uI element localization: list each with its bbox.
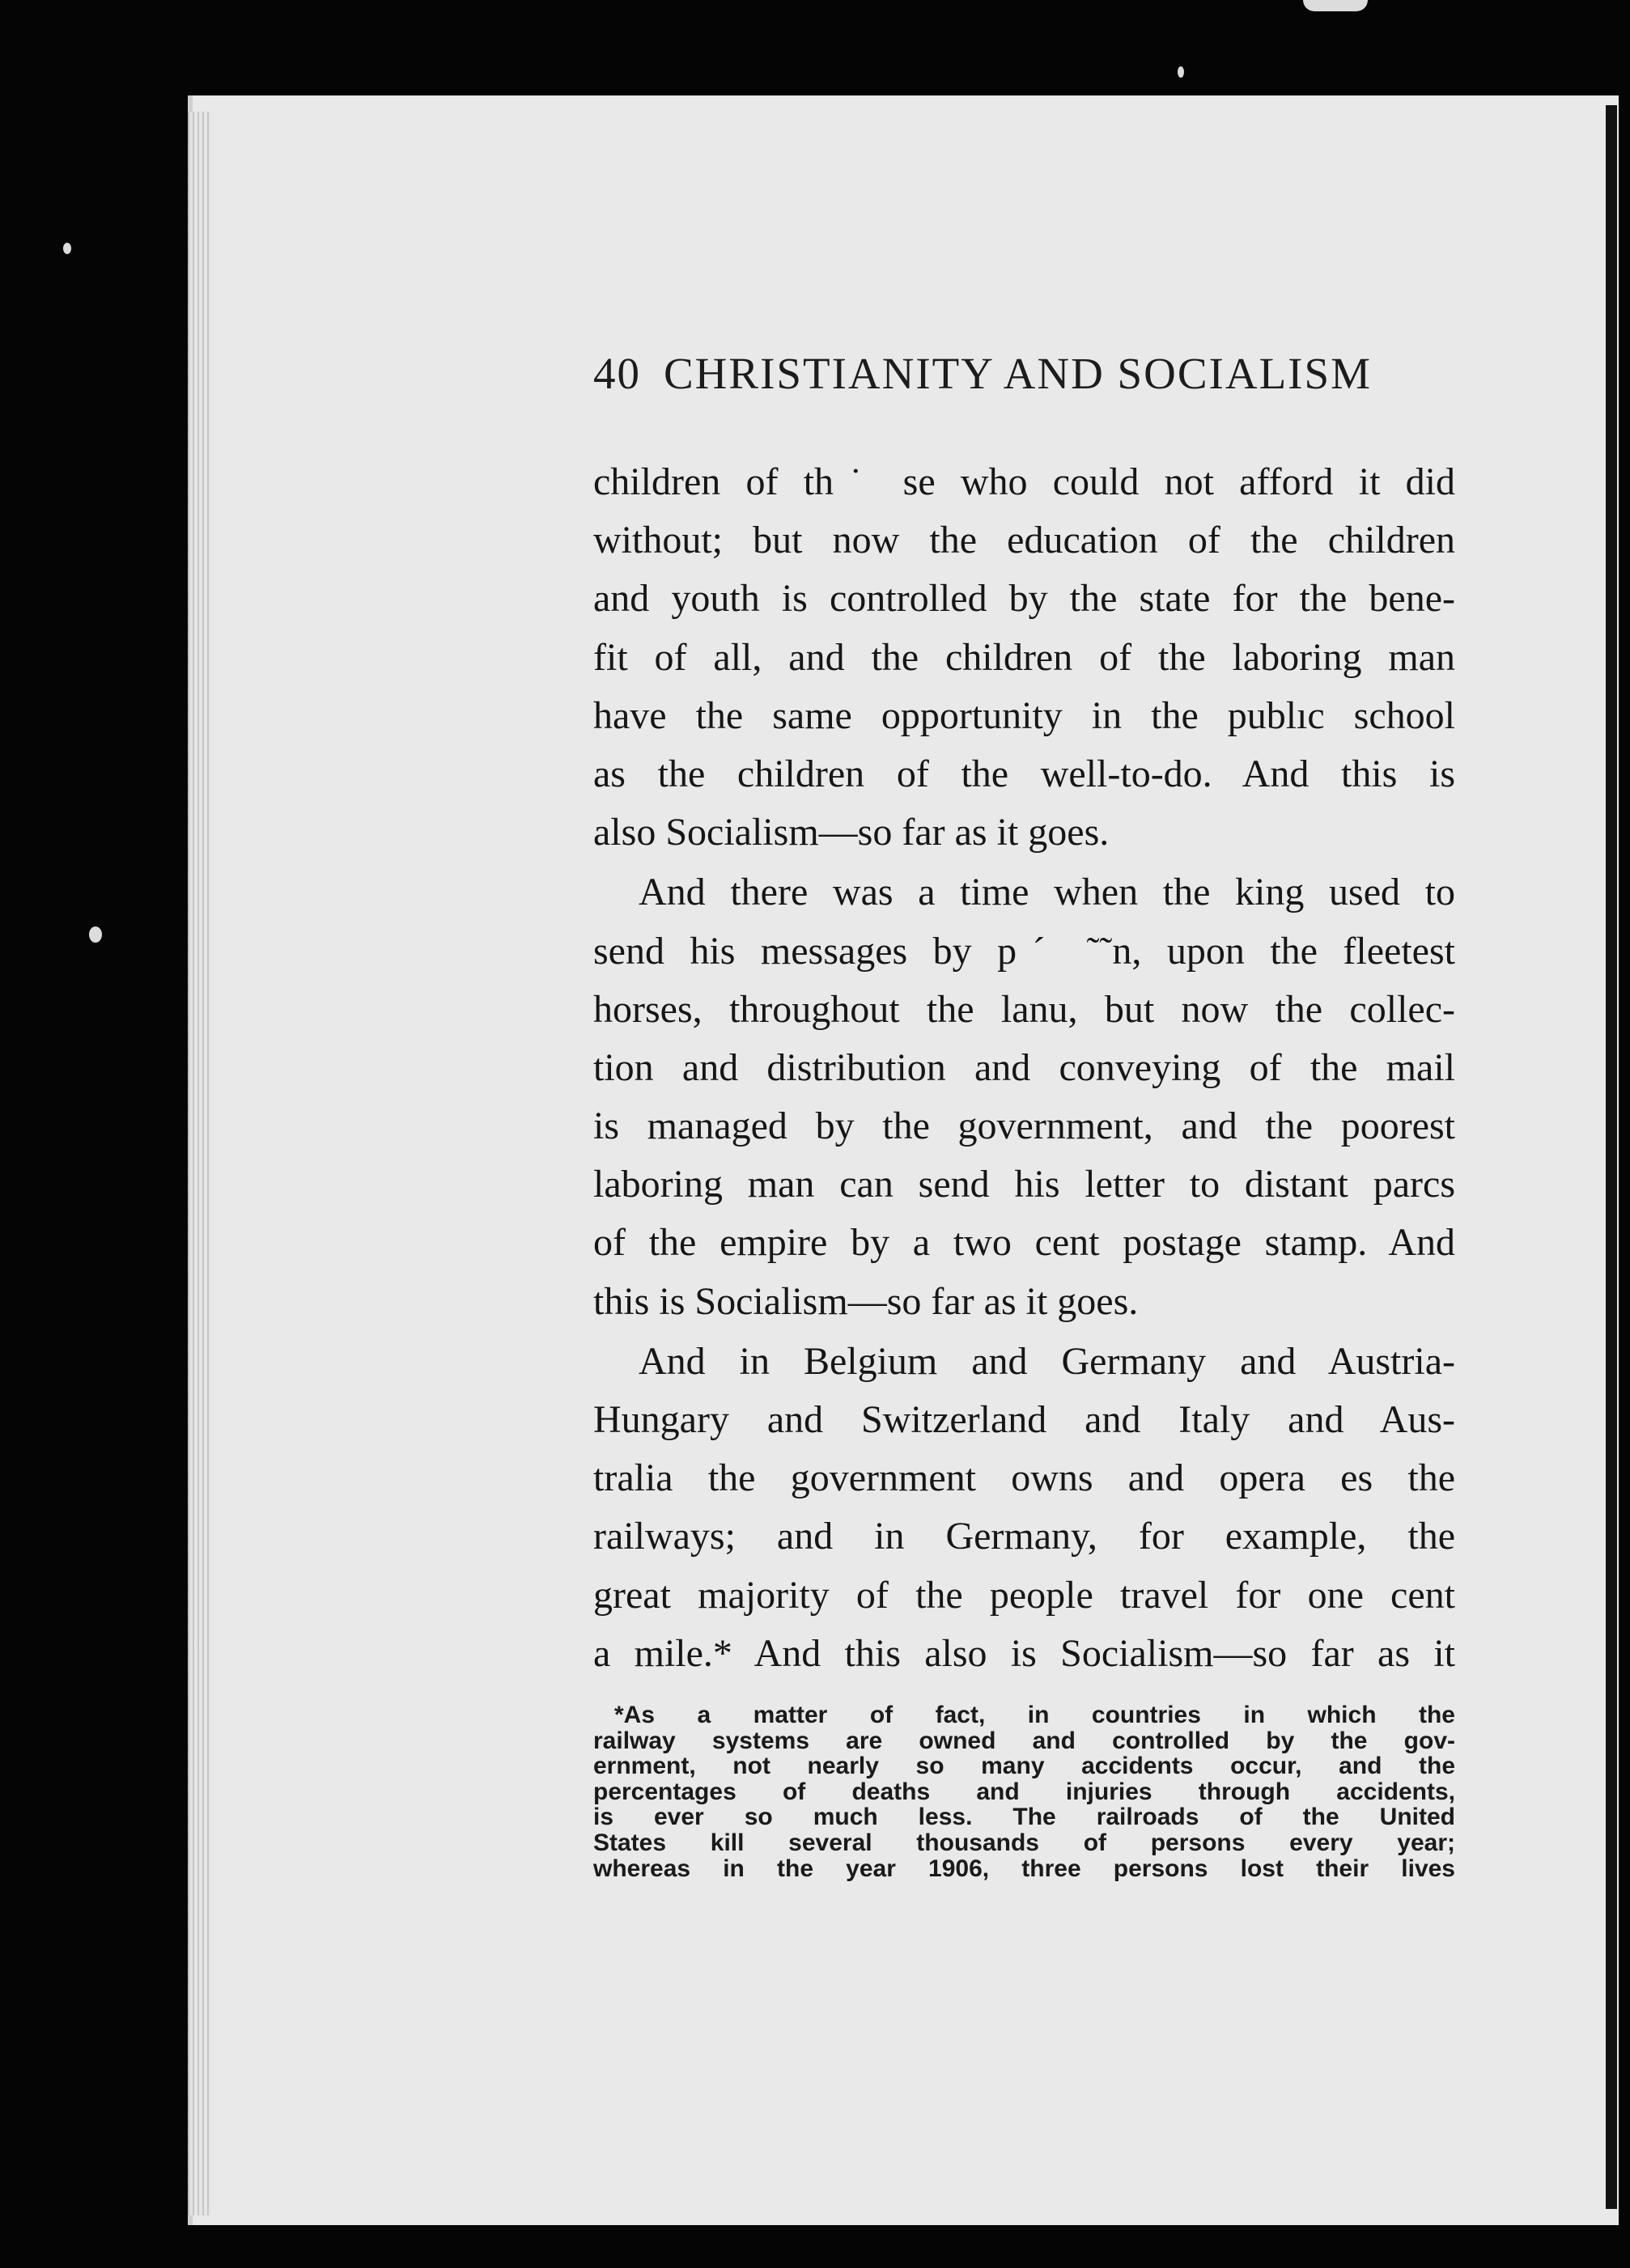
text-line: horses, throughout the lanu, but now the collec- [593, 987, 1455, 1031]
text-line: Hungary and Switzerland and Italy and Aus- [593, 1398, 1455, 1441]
footnote-line: railway systems are owned and controlled by the gov- [593, 1727, 1455, 1754]
text-line: send his messages by pˊ ˜˜n, upon the fleetest [593, 929, 1455, 973]
page-edge-stack [188, 112, 212, 2215]
page-number: 40 [593, 349, 641, 398]
footnote-line: is ever so much less. The railroads of the United [593, 1804, 1455, 1831]
text-line: And in Belgium and Germany and Austria- [639, 1339, 1455, 1383]
running-title: CHRISTIANITY AND SOCIALISM [664, 349, 1372, 398]
paragraph [593, 453, 1455, 862]
footnote-line: whereas in the year 1906, three persons lost their lives [593, 1855, 1455, 1882]
dust-speck [63, 243, 71, 254]
text-line: tralia the government owns and opera es the [593, 1456, 1455, 1500]
text-line: is managed by the government, and the poorest [593, 1104, 1455, 1148]
text-line: fit of all, and the children of the laboring man [593, 635, 1455, 679]
dust-speck [89, 926, 102, 943]
text-line: without; but now the education of the children [593, 519, 1455, 562]
footnote [593, 1702, 1455, 1881]
footnote-line: percentages of deaths and injuries through accidents, [593, 1778, 1455, 1805]
page-binding-shadow [1606, 105, 1617, 2209]
text-line: railways; and in Germany, for example, the [593, 1515, 1455, 1558]
dust-speck [1178, 66, 1184, 78]
footnote-line: ernment, not nearly so many accidents occur, and the [593, 1753, 1455, 1780]
running-header [593, 348, 1451, 399]
footnote-line: States kill several thousands of persons every year; [593, 1829, 1455, 1856]
text-line: a mile.* And this also is Socialism—so far as it [593, 1631, 1455, 1675]
footnote-line: *As a matter of fact, in countries in which the [614, 1702, 1455, 1728]
text-line: also Socialism—so far as it goes. [593, 811, 1110, 854]
dust-speck [1303, 0, 1368, 11]
text-line: and youth is controlled by the state for the bene- [593, 577, 1455, 621]
text-line: great majority of the people travel for one cent [593, 1573, 1455, 1617]
body-text [593, 453, 1455, 1683]
text-line: children of th˙ se who could not afford it did [593, 460, 1455, 503]
text-line: of the empire by a two cent postage stamp. And [593, 1221, 1455, 1265]
paragraph [593, 863, 1455, 1331]
text-line: tion and distribution and conveying of the mail [593, 1045, 1455, 1089]
paragraph [593, 1333, 1455, 1683]
text-line: this is Socialism—so far as it goes. [593, 1279, 1139, 1323]
text-line: as the children of the well-to-do. And this is [593, 752, 1455, 795]
text-line: have the same opportunity in the publıc school [593, 693, 1455, 737]
text-line: And there was a time when the king used to [639, 871, 1455, 914]
text-line: laboring man can send his letter to distant parcs [593, 1163, 1455, 1206]
